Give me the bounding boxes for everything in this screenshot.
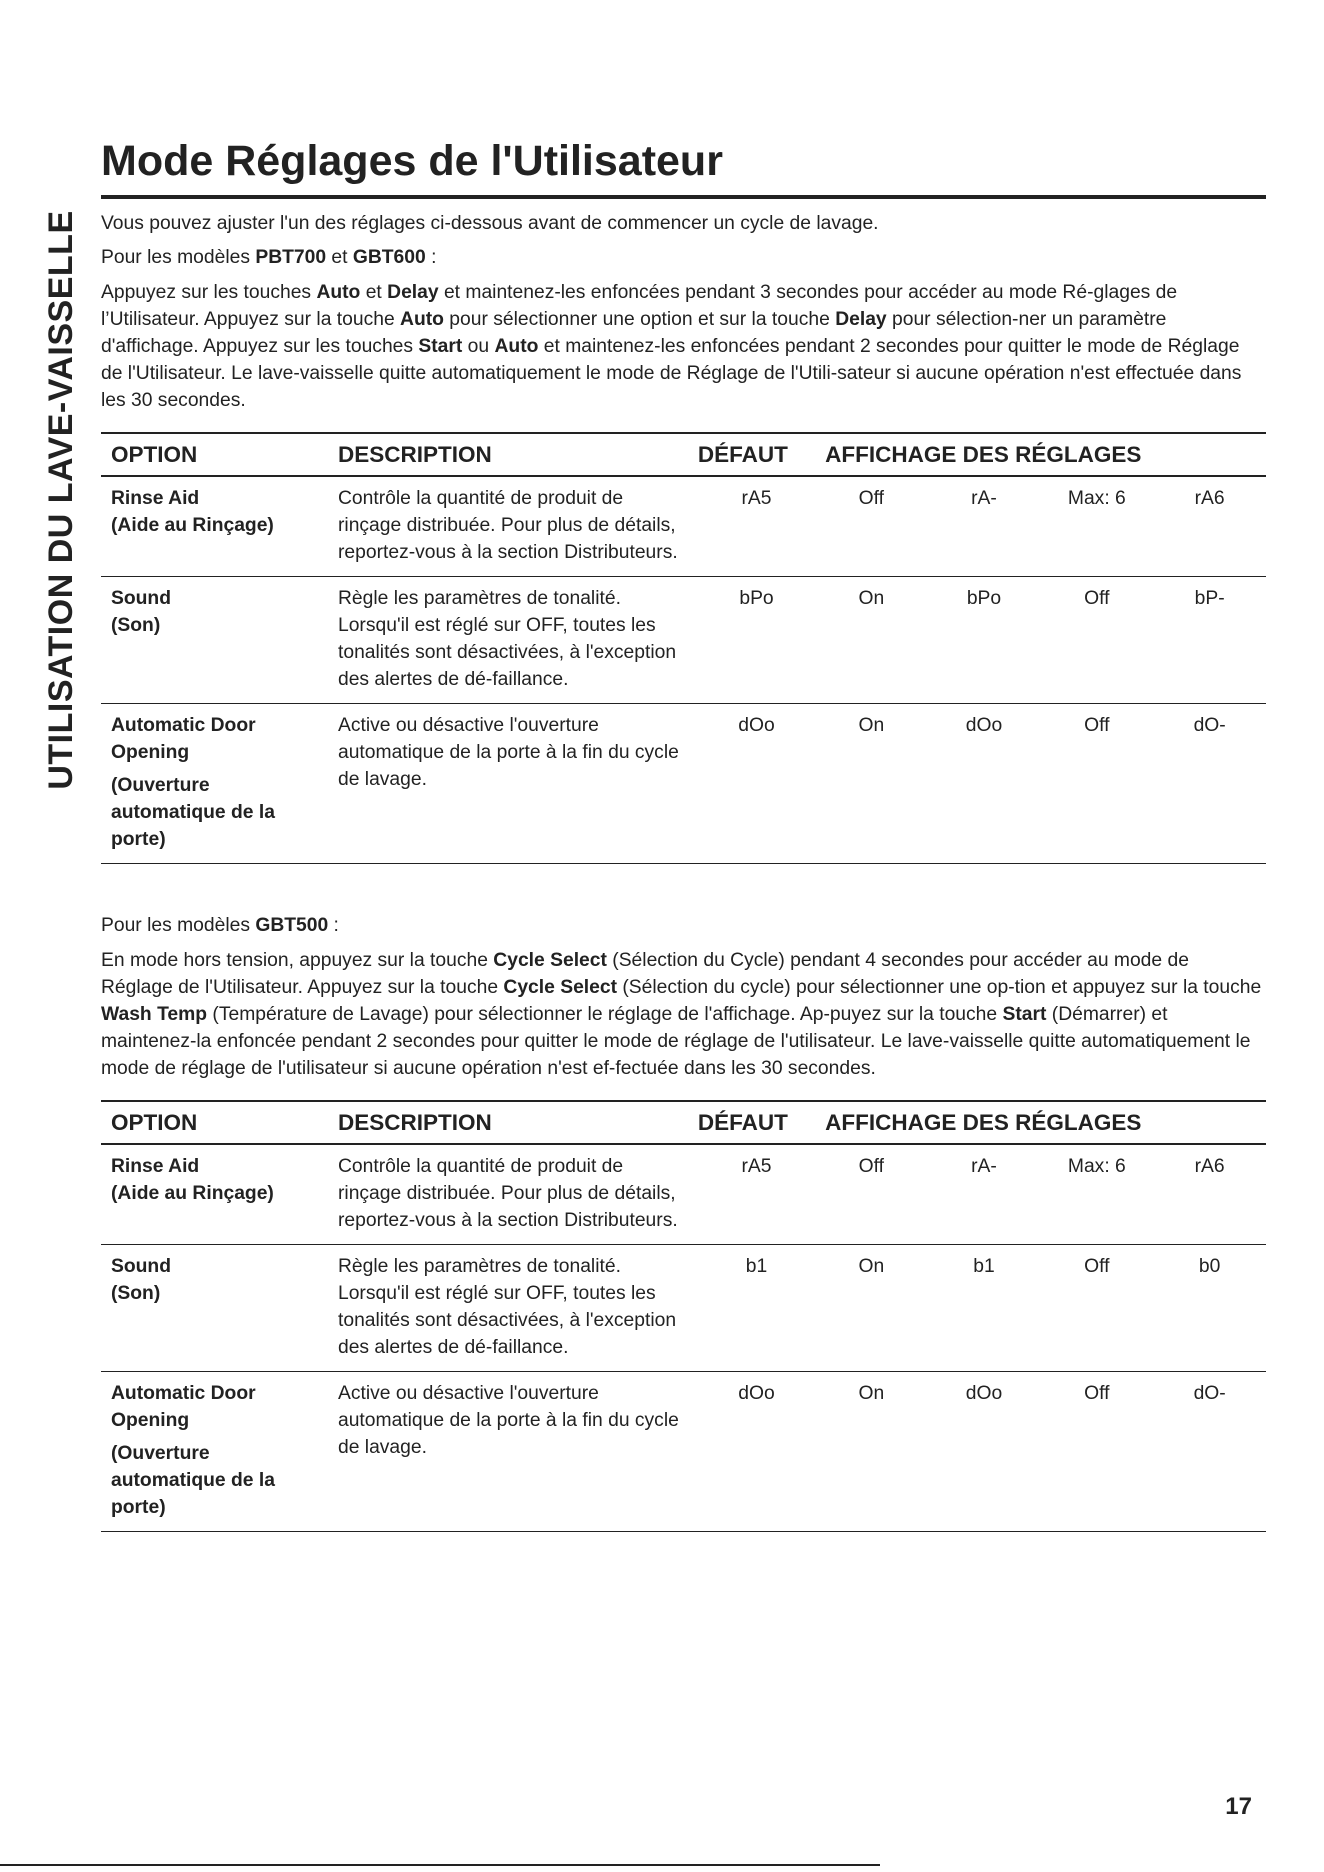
text-run: En mode hors tension, appuyez sur la touche (101, 950, 494, 971)
table-row (101, 1144, 1266, 1245)
option-name: Sound (111, 1256, 171, 1277)
header-default: DÉFAUT (698, 1101, 815, 1144)
header-default: DÉFAUT (698, 433, 815, 476)
key-label: Auto (400, 309, 444, 330)
option-description: Règle les paramètres de tonalité. Lorsqu'il est réglé sur OFF, toutes les tonalités sont désactivées, à l'exception des alertes de dé-faillance. (328, 577, 698, 704)
side-section-label: UTILISATION DU LAVE-VAISSELLE (42, 210, 80, 790)
option-name: Rinse Aid (111, 1156, 200, 1177)
option-description: Contrôle la quantité de produit de rinçage distribuée. Pour plus de détails, reportez-vous à la section Distributeurs. (328, 476, 698, 577)
header-description: DESCRIPTION (328, 433, 698, 476)
setting-value: Off (815, 476, 927, 577)
option-name-french: (Ouverture automatique de la porte) (111, 1443, 275, 1518)
text-run: ou (462, 336, 495, 357)
text-run: (Sélection du cycle) pour sélectionner une op-tion et appuyez sur la touche (617, 977, 1262, 998)
setting-value: dO- (1153, 704, 1266, 864)
option-name-cell (101, 1144, 328, 1245)
text-run: pour sélectionner une option et sur la touche (443, 309, 836, 330)
option-name: Automatic Door Opening (111, 1383, 256, 1431)
table-row (101, 476, 1266, 577)
setting-value: bPo (928, 577, 1041, 704)
option-description: Active ou désactive l'ouverture automatique de la porte à la fin du cycle de lavage. (328, 1372, 698, 1532)
text-run: et (360, 282, 388, 303)
option-name-french: (Ouverture automatique de la porte) (111, 775, 275, 850)
option-name: Automatic Door Opening (111, 715, 256, 763)
setting-value: b1 (928, 1245, 1041, 1372)
key-label: Start (418, 336, 463, 357)
table-header-row (101, 1101, 1266, 1144)
setting-value: On (815, 1245, 927, 1372)
option-name: Sound (111, 588, 171, 609)
setting-value: rA- (928, 1144, 1041, 1245)
option-name-cell (101, 704, 328, 864)
table-row (101, 577, 1266, 704)
setting-value: Off (1040, 577, 1153, 704)
model-name: PBT700 (255, 247, 327, 268)
section2-models-line (101, 912, 1266, 939)
text-run: et maintenez-les enfoncées pendant 2 secondes pour quitter le mode de Réglage de l'Utilisateur. Le lave-vaisselle quitte automatiquement le mode de Réglage de l'Utili-sateur si aucune opération n'est effectuée dans les 30 secondes. (101, 336, 1242, 411)
model-name: GBT500 (255, 915, 329, 936)
header-settings: AFFICHAGE DES RÉGLAGES (815, 1101, 1266, 1144)
footer-divider (0, 1864, 880, 1866)
default-value: bPo (698, 577, 815, 704)
table-row (101, 1245, 1266, 1372)
table-row (101, 704, 1266, 864)
key-label: Cycle Select (503, 977, 618, 998)
setting-value: Off (815, 1144, 927, 1245)
table-header-row (101, 433, 1266, 476)
section1-instructions (101, 279, 1266, 414)
setting-value: rA- (928, 476, 1041, 577)
model-name: GBT600 (352, 247, 426, 268)
settings-table-2 (101, 1100, 1266, 1532)
key-label: Delay (835, 309, 887, 330)
option-name: Rinse Aid (111, 488, 200, 509)
option-name-french: (Son) (111, 615, 161, 636)
option-name-cell (101, 1245, 328, 1372)
intro-text: Vous pouvez ajuster l'un des réglages ci-dessous avant de commencer un cycle de lavage. (101, 213, 879, 234)
key-label: Delay (387, 282, 439, 303)
option-name-cell (101, 1372, 328, 1532)
text-run: (Démarrer) et maintenez-la enfoncée pendant 2 secondes pour quitter le mode de réglage de l'utilisateur. Le lave-vaisselle quitte automatiquement le mode de réglage de l'utilisateur si aucune opération n'est ef-fectuée dans les 30 secondes. (101, 1004, 1251, 1079)
default-value: rA5 (698, 476, 815, 577)
page-content (101, 130, 1266, 1532)
text-run: Appuyez sur les touches (101, 282, 317, 303)
models-prefix: Pour les modèles (101, 247, 256, 268)
header-option: OPTION (101, 1101, 328, 1144)
setting-value: dOo (928, 704, 1041, 864)
key-label: Start (1002, 1004, 1047, 1025)
setting-value: rA6 (1153, 1144, 1266, 1245)
settings-table-1 (101, 432, 1266, 864)
text-run: (Température de Lavage) pour sélectionner le réglage de l'affichage. Ap-puyez sur la touche (207, 1004, 1003, 1025)
option-description: Règle les paramètres de tonalité. Lorsqu'il est réglé sur OFF, toutes les tonalités sont désactivées, à l'exception des alertes de dé-faillance. (328, 1245, 698, 1372)
option-description: Active ou désactive l'ouverture automatique de la porte à la fin du cycle de lavage. (328, 704, 698, 864)
setting-value: dO- (1153, 1372, 1266, 1532)
text-run: (Sélection du Cycle) pendant 4 secondes pour accéder au mode de Réglage de l'Utilisateur. Appuyez sur la touche (101, 950, 1189, 998)
setting-value: Off (1040, 1372, 1153, 1532)
setting-value: On (815, 1372, 927, 1532)
setting-value: b0 (1153, 1245, 1266, 1372)
section2-instructions (101, 947, 1266, 1082)
option-name-french: (Aide au Rinçage) (111, 515, 274, 536)
page-title: Mode Réglages de l'Utilisateur (101, 130, 1266, 199)
setting-value: dOo (928, 1372, 1041, 1532)
default-value: dOo (698, 1372, 815, 1532)
table-row (101, 1372, 1266, 1532)
key-label: Wash Temp (101, 1004, 208, 1025)
setting-value: On (815, 577, 927, 704)
setting-value: Off (1040, 704, 1153, 864)
page-number: 17 (1225, 1793, 1252, 1820)
option-description: Contrôle la quantité de produit de rinçage distribuée. Pour plus de détails, reportez-vous à la section Distributeurs. (328, 1144, 698, 1245)
models-suffix: : (425, 247, 437, 268)
key-label: Auto (316, 282, 361, 303)
option-name-cell (101, 577, 328, 704)
setting-value: Max: 6 (1040, 1144, 1153, 1245)
option-name-french: (Aide au Rinçage) (111, 1183, 274, 1204)
setting-value: rA6 (1153, 476, 1266, 577)
setting-value: Max: 6 (1040, 476, 1153, 577)
option-name-cell (101, 476, 328, 577)
setting-value: On (815, 704, 927, 864)
key-label: Cycle Select (493, 950, 607, 971)
setting-value: Off (1040, 1245, 1153, 1372)
header-option: OPTION (101, 433, 328, 476)
models-prefix: Pour les modèles (101, 915, 256, 936)
default-value: dOo (698, 704, 815, 864)
text-run: pour sélection-ner un paramètre d'affichage. Appuyez sur les touches (101, 309, 1167, 357)
section1-models-line (101, 244, 1266, 271)
default-value: rA5 (698, 1144, 815, 1245)
default-value: b1 (698, 1245, 815, 1372)
models-and: et (326, 247, 353, 268)
header-description: DESCRIPTION (328, 1101, 698, 1144)
key-label: Auto (494, 336, 539, 357)
models-suffix: : (328, 915, 339, 936)
text-run: et maintenez-les enfoncées pendant 3 secondes pour accéder au mode Ré-glages de l’Utilisateur. Appuyez sur la touche (101, 282, 1178, 330)
header-settings: AFFICHAGE DES RÉGLAGES (815, 433, 1266, 476)
setting-value: bP- (1153, 577, 1266, 704)
option-name-french: (Son) (111, 1283, 161, 1304)
